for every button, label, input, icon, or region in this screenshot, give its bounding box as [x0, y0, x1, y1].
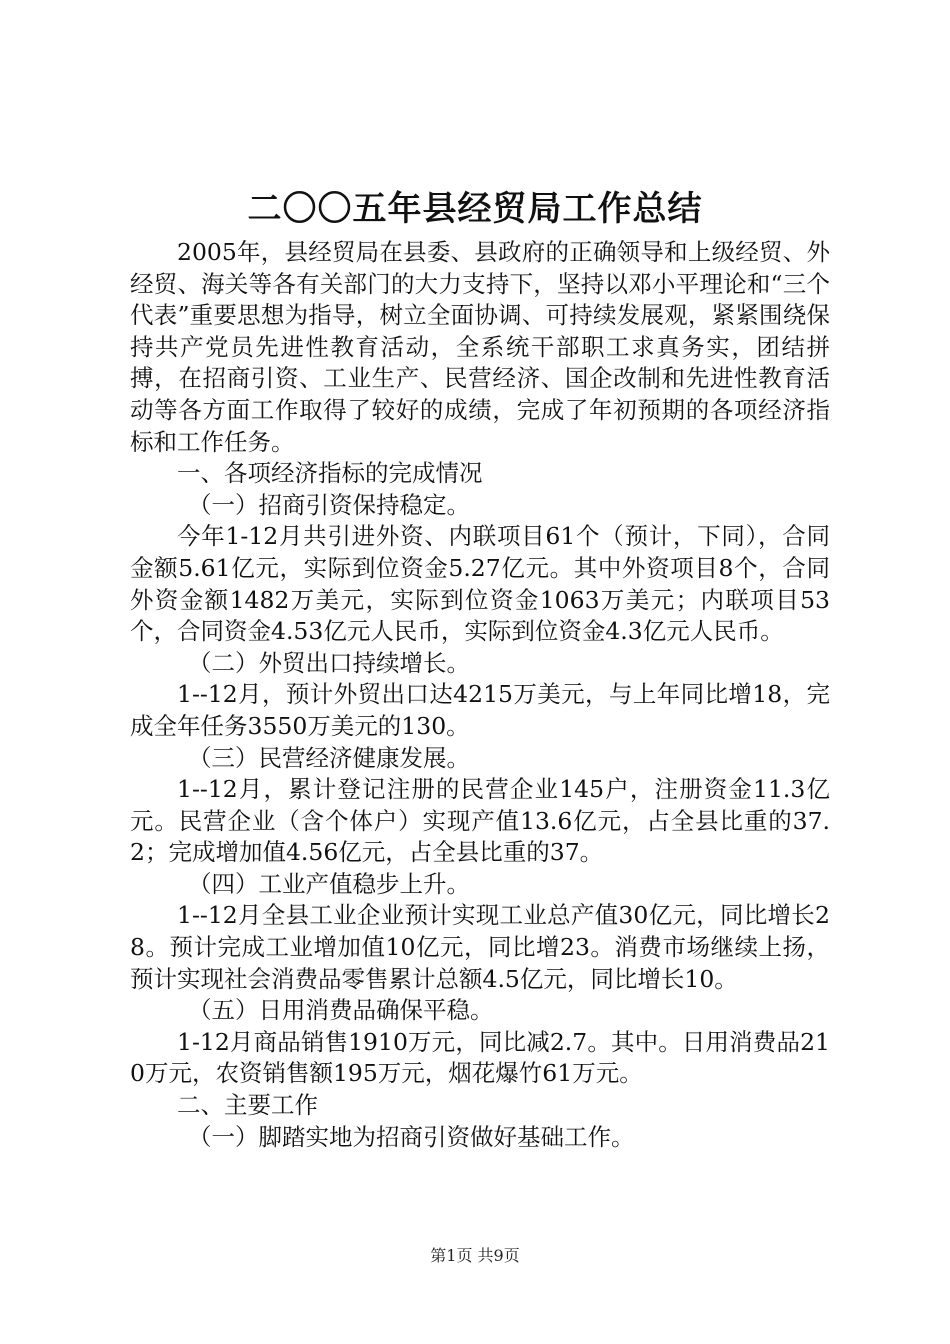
subsection-heading-4: （四）工业产值稳步上升。 — [188, 869, 470, 898]
subsection-heading-1: （一）招商引资保持稳定。 — [188, 490, 470, 519]
paragraph-industry: 1--12月全县工业企业预计实现工业总产值30亿元，同比增长28。预计完成工业增加值10亿元，同比增23。消费市场继续上扬，预计实现社会消费品零售累计总额4.5亿元，同比增长10。 — [130, 901, 830, 993]
document-title: 二〇〇五年县经贸局工作总结 — [247, 189, 703, 229]
document-body — [130, 237, 830, 1153]
paragraph-export: 1--12月，预计外贸出口达4215万美元，与上年同比增18，完成全年任务3550万美元的130。 — [130, 680, 830, 740]
paragraph-investment: 今年1-12月共引进外资、内联项目61个（预计，下同），合同金额5.61亿元，实际到位资金5.27亿元。其中外资项目8个，合同外资金额1482万美元，实际到位资金1063万美元；内联项目53个，合同资金4.53亿元人民币，实际到位资金4.3亿元人民币。 — [130, 522, 830, 646]
subsection-heading-3: （三）民营经济健康发展。 — [188, 743, 470, 772]
intro-paragraph: 2005年，县经贸局在县委、县政府的正确领导和上级经贸、外经贸、海关等各有关部门的大力支持下，坚持以邓小平理论和“三个代表”重要思想为指导，树立全面协调、可持续发展观，紧紧围绕保持共产党员先进性教育活动，全系统干部职工求真务实，团结拼搏，在招商引资、工业生产、民营经济、国企改制和先进性教育活动等各方面工作取得了较好的成绩，完成了年初预期的各项经济指标和工作任务。 — [130, 238, 830, 456]
paragraph-private-economy: 1--12月，累计登记注册的民营企业145户，注册资金11.3亿元。民营企业（含个体户）实现产值13.6亿元，占全县比重的37.2；完成增加值4.56亿元，占全县比重的37。 — [130, 775, 830, 867]
paragraph-consumer-goods: 1-12月商品销售1910万元，同比减2.7。其中。日用消费品210万元，农资销售额195万元，烟花爆竹61万元。 — [130, 1027, 830, 1088]
subsection-heading-6: （一）脚踏实地为招商引资做好基础工作。 — [188, 1122, 635, 1151]
section-heading-2: 二、主要工作 — [177, 1091, 318, 1120]
page-footer: 第1页 共9页 — [430, 1246, 520, 1265]
subsection-heading-5: （五）日用消费品确保平稳。 — [188, 996, 494, 1025]
section-heading-1: 一、各项经济指标的完成情况 — [177, 459, 483, 488]
subsection-heading-2: （二）外贸出口持续增长。 — [188, 648, 470, 677]
